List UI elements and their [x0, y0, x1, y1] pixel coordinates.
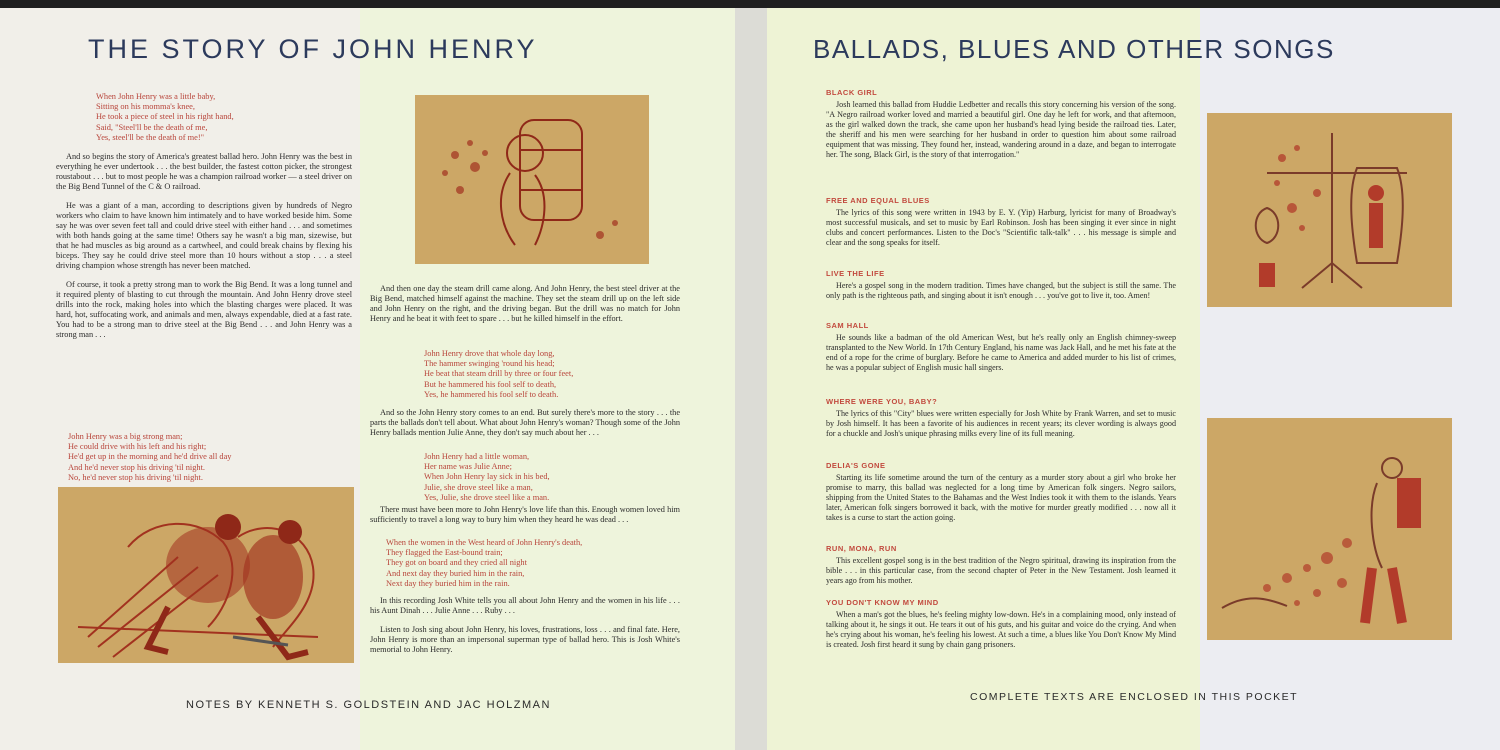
section-title: WHERE WERE YOU, BABY?: [826, 397, 938, 406]
col2-prose-1: [370, 284, 680, 333]
section-title: DELIA'S GONE: [826, 461, 886, 470]
section-text: The lyrics of this "City" blues were written especially for Josh White by Frank Warren, and set to music by Josh himself. It has been a favorite of his audiences in recent years; its clever wording is always good for a chuckle and Josh's unique phrasing milks every line of its full meaning.: [826, 409, 1176, 438]
verse-julie-anne: John Henry had a little woman, Her name was Julie Anne; When John Henry lay sick in his bed, Julie, she drove steel like a man, Yes, Julie, she drove steel like a man.: [424, 452, 550, 502]
pocket-footer: COMPLETE TEXTS ARE ENCLOSED IN THIS POCKET: [970, 691, 1299, 703]
section-text: Josh learned this ballad from Huddie Ledbetter and recalls this story concerning his version of the song. "A Negro railroad worker loved and married a beautiful girl. One day he left for work, and that afternoon, as the girl walked down the track, she came upon her husband's head lying beside the railroad ties. Later, the sheriff and his men were searching for her husband in order to question him about some railroad equipment that was missing. They found her, instead, wandering around in a daze, and began to interrogate her. The song, Black Girl, is the story of that interrogation.": [826, 100, 1176, 159]
song-section-where-were-you: [826, 397, 1176, 439]
verse-strong-man: John Henry was a big strong man; He could drive with his left and his right; He'd get up in the morning and he'd drive all day And he'd never stop his driving 'til night. No, he'd never stop his driving 'til night.: [68, 432, 232, 482]
song-section-delias-gone: [826, 461, 1176, 523]
section-title: YOU DON'T KNOW MY MIND: [826, 598, 939, 607]
credits-footer: NOTES BY KENNETH S. GOLDSTEIN AND JAC HOLZMAN: [186, 699, 551, 711]
section-text: When a man's got the blues, he's feeling mighty low-down. He's in a complaining mood, only instead of talking about it, he sings it out. He tears it out of his guts, and his guitar and voice do the crying. And when he's crying about his woman, he's feeling his lowest. At such a time, a blues like You Don't Know My Mind is created. Josh first heard it sung by chain gang prisoners.: [826, 610, 1176, 649]
section-title: BLACK GIRL: [826, 88, 878, 97]
section-text: This excellent gospel song is in the best tradition of the Negro spiritual, drawing its inspiration from the bible . . . in this particular case, from the second chapter of Peter in the New Testament. Josh learned it years ago from his mother.: [826, 556, 1176, 585]
paragraph: And so begins the story of America's greatest ballad hero. John Henry was the best in everything he ever undertook . . . the best builder, the fastest cotton picker, the strongest roustabout . . . but to most people he was a champion railroad worker — a steel driver on the Big Bend Tunnel of the C & O railroad.: [56, 152, 352, 191]
striding-man-illustration-icon: [1207, 418, 1452, 640]
section-text: Starting its life sometime around the turn of the century as a murder story about a girl who broke her promise to marry, this ballad was neglected for a long time by American folk singers. Negro sailors, shipping from the United States to the Bahamas and the West Indies took it with them to the islands. Years later, American folk singers borrowed it back, with the motive for murder greatly modified . . . now all it takes is a curse to start the action going.: [826, 473, 1176, 522]
paragraph: And then one day the steam drill came along. And John Henry, the best steel driver at the Big Bend, matched himself against the machine. They set the steam drill up on the left side and John Henry on the right, and the driving began. But the drill was no match for John Henry and he beat it with feet to spare . . . but he killed himself in the effort.: [370, 284, 680, 323]
paragraph: In this recording Josh White tells you all about John Henry and the women in his life . . . his Aunt Dinah . . . Julie Anne . . . Ruby . . .: [370, 596, 680, 615]
col2-prose-3: [370, 505, 680, 534]
song-section-you-dont-know-my-mind: [826, 598, 1176, 650]
section-text: The lyrics of this song were written in 1943 by E. Y. (Yip) Harburg, lyricist for many of Broadway's most successful musicals, and set to music by Earl Robinson. Josh has been singing it ever since in night clubs and concert performances. Listen to the Doc's "Scientific talk-talk" . . . his message is simple and clear and the song speaks for itself.: [826, 208, 1176, 247]
paragraph: And so the John Henry story comes to an end. But surely there's more to the story . . . the parts the ballads don't tell about. What about John Henry's woman? Though some of the John Henry ballads mention Julie Anne, they don't say much about her . . .: [370, 408, 680, 437]
lab-apparatus-illustration-icon: [1207, 113, 1452, 307]
song-section-black-girl: [826, 88, 1176, 159]
barrel-illustration-icon: [415, 95, 649, 264]
col2-prose-2: [370, 408, 680, 447]
paragraph: Listen to Josh sing about John Henry, his loves, frustrations, loss . . . and final fate. Here, John Henry is more than an impersonal superman type of ballad hero. This is Josh White's memorial to John Henry.: [370, 625, 680, 654]
verse-drove-all-day: John Henry drove that whole day long, The hammer swinging 'round his head; He beat that steam drill by three or four feet, But he hammered his fool self to death, Yes, he hammered his fool self to death.: [424, 349, 574, 399]
section-text: Here's a gospel song in the modern tradition. Times have changed, but the subject is still the same. The only path is the righteous path, and singing about it isn't enough . . . you've got to live it, too. Amen!: [826, 281, 1176, 300]
section-title: RUN, MONA, RUN: [826, 544, 897, 553]
top-edge: [0, 0, 1500, 8]
verse-baby: When John Henry was a little baby, Sitting on his momma's knee, He took a piece of steel in his right hand, Said, "Steel'll be the death of me, Yes, steel'll be the death of me!": [96, 92, 234, 142]
section-text: He sounds like a badman of the old American West, but he's really only an English chimney-sweep transplanted to the New World. In 17th Century England, his name was Jack Hall, and he met his fate at the end of a rope for the crime of burglary. Before he came to America and added murder to his list of crimes, he was a popular subject of English music hall singers.: [826, 333, 1176, 372]
gutter: [735, 0, 767, 750]
section-title: FREE AND EQUAL BLUES: [826, 196, 930, 205]
song-section-live-the-life: [826, 269, 1176, 301]
song-section-free-and-equal: [826, 196, 1176, 248]
section-title: SAM HALL: [826, 321, 869, 330]
page-title-right: BALLADS, BLUES AND OTHER SONGS: [813, 34, 1335, 64]
paragraph: There must have been more to John Henry's love life than this. Enough women loved him sufficiently to travel a long way to bury him when they heard he was dead . . .: [370, 505, 680, 524]
col2-prose-4: [370, 596, 680, 664]
railroad-workers-illustration-icon: [58, 487, 354, 663]
col1-prose: [56, 152, 352, 349]
paragraph: Of course, it took a pretty strong man to work the Big Bend. It was a long tunnel and it required plenty of blasting to cut through the mountain. And John Henry drove steel drills into the rock, making holes into which the blasting charges were placed. It was hard, hot, suffocating work, and animals and men, always expendable, died at a fast rate. You had to be a strong man to drive steel at the Big Bend . . . and John Henry was a strong man . . .: [56, 280, 352, 339]
page-title-left: THE STORY OF JOHN HENRY: [88, 34, 538, 64]
section-title: LIVE THE LIFE: [826, 269, 885, 278]
verse-women-in-west: When the women in the West heard of John Henry's death, They flagged the East-bound train; They got on board and they cried all night And next day they buried him in the rain, Next day they buried him in the rain.: [386, 538, 583, 588]
song-section-sam-hall: [826, 321, 1176, 373]
paragraph: He was a giant of a man, according to descriptions given by hundreds of Negro workers who claim to have known him intimately and to have worked beside him. Some say he was over seven feet tall and could drive steel with either hand . . . and sometimes with both hands going at the same time! Others say he wasn't a big man, sizewise, but that he had muscles as big around as a cartwheel, and could break chains by flexing his biceps. They say he could drive steel more than 10 hours without a stop . . . a steel driving champion whose strength has never been matched.: [56, 201, 352, 270]
song-section-run-mona-run: [826, 544, 1176, 586]
